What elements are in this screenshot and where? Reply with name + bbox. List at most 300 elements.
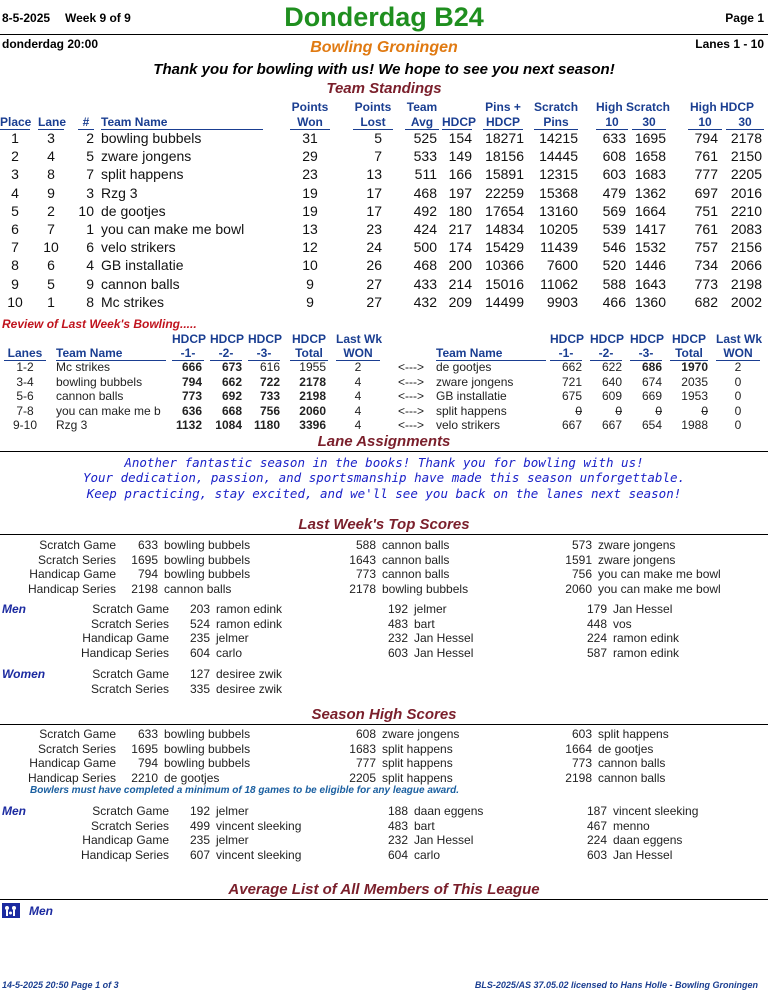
score-name: bowling bubbels [164,567,251,581]
score-name: carlo [216,645,243,660]
col-g1: -1- [550,346,582,361]
score-value: 587 [586,645,607,660]
col-hdcp: HDCP [291,332,326,346]
standing-cell: 466 [602,293,626,310]
score-name: ramon edink [216,602,283,616]
standing-cell: 13160 [539,202,578,219]
col-hdcp: HDCP [248,332,283,346]
score-name: cannon balls [164,581,232,596]
center-name: Bowling Groningen [310,39,458,56]
score-value: 224 [586,833,607,847]
top-men-label: Men [2,602,26,616]
team-name: bowling bubbels [101,130,202,146]
team-name: zware jongens [101,148,192,165]
team-name: bowling bubbels [56,374,143,389]
score-name: daan eggens [414,804,484,818]
score-category: Scratch Game [39,727,116,741]
team-name: split happens [436,403,507,418]
standing-cell: 479 [602,184,626,201]
score-value: 794 [137,756,158,770]
score-cell: 1180 [253,418,280,433]
score-category: Handicap Game [82,631,169,645]
standing-cell: 19 [302,202,318,219]
standing-cell: 761 [694,148,718,165]
score-value: 633 [137,727,158,741]
standing-cell: 10366 [485,257,524,274]
standing-cell: 26 [366,257,382,274]
team-name: Mc strikes [101,293,164,310]
score-name: zware jongens [598,552,676,567]
standing-cell: 1446 [634,257,666,274]
col-points-won: Won [290,115,330,130]
score-value: 1643 [349,552,376,567]
col-last-week: Last Wk [716,332,763,346]
standing-cell: 5 [11,202,19,219]
score-value: 777 [355,756,376,770]
standing-cell: 777 [694,166,718,183]
season-men-label: Men [2,804,26,818]
score-category: Scratch Series [90,616,169,631]
score-name: desiree zwik [216,667,283,681]
score-value: 1664 [565,741,592,756]
col-high-hdcp-30: 30 [726,115,764,130]
score-name: jelmer [414,602,447,616]
season-message-2: Your dedication, passion, and sportsmanship have made this season unforgettable. [82,470,686,485]
col-won: WON [336,346,380,361]
standing-cell: 1 [86,221,94,237]
col-total: Total [670,346,708,361]
score-value: 603 [571,727,592,741]
score-cell: 668 [221,403,242,418]
score-value: 235 [189,833,210,847]
score-name: zware jongens [382,727,460,741]
score-name: ramon edink [216,616,283,631]
standing-cell: 751 [694,202,718,219]
score-cell: 1132 [175,418,202,433]
standing-cell: 12315 [539,166,578,183]
standing-cell: 9 [86,275,94,292]
standing-cell: 23 [366,221,382,237]
score-value: 203 [189,602,210,616]
standing-cell: 24 [366,239,382,256]
score-name: split happens [598,727,669,741]
standing-cell: 794 [694,130,718,146]
col-hdcp: HDCP [210,332,245,346]
standing-cell: 10 [78,202,94,219]
score-value: 633 [137,538,158,552]
standing-cell: 22259 [485,184,524,201]
score-cell: 2035 [681,374,708,389]
standing-cell: 27 [366,275,382,292]
score-cell: 1988 [681,418,708,433]
score-category: Handicap Series [80,645,169,660]
col-team-avg-top: Team [406,100,438,114]
standing-cell: 1 [47,293,55,310]
standing-cell: 7 [11,239,19,256]
score-cell: 721 [561,374,582,389]
score-cell: 756 [259,403,280,418]
standing-cell: 697 [694,184,718,201]
col-won: WON [716,346,760,361]
col-high-scratch-10: 10 [596,115,628,130]
score-cell: 666 [181,360,202,374]
score-category: Handicap Game [29,567,116,581]
score-name: menno [613,818,650,833]
standing-cell: 9 [306,275,314,292]
score-value: 2198 [565,770,592,785]
score-value: 603 [387,645,408,660]
col-g2: -2- [590,346,622,361]
standing-cell: 166 [448,166,472,183]
standing-cell: 2205 [730,166,762,183]
standing-cell: 14445 [539,148,578,165]
score-name: jelmer [216,804,249,818]
standing-cell: 10 [43,239,59,256]
col-g3: -3- [630,346,662,361]
standing-cell: 13 [366,166,382,183]
score-name: you can make me bowl [598,581,721,596]
score-cell: 667 [601,418,622,433]
standing-cell: 209 [448,293,472,310]
standing-cell: 7600 [546,257,578,274]
standing-cell: 197 [448,184,472,201]
score-cell: 794 [181,374,202,389]
col-g2: -2- [210,346,242,361]
score-value: 232 [387,833,408,847]
score-cell: 1084 [215,418,242,433]
score-value: 608 [355,727,376,741]
season-message-3: Keep practicing, stay excited, and we'll see you back on the lanes next season! [86,486,682,501]
score-value: 187 [586,804,607,818]
score-cell: 662 [221,374,242,389]
top-scores-rule [0,534,768,535]
header-rule [0,34,768,35]
score-cell: 0 [615,403,622,418]
standing-cell: 9903 [546,293,578,310]
col-scratch-pins-top: Scratch [534,100,579,114]
standing-cell: 520 [602,257,626,274]
standing-cell: 15016 [485,275,524,292]
score-name: cannon balls [382,538,450,552]
page-number: Page 1 [725,11,764,25]
score-name: vincent sleeking [613,804,699,818]
lane-pair: 1-2 [16,360,34,374]
standing-cell: 9 [306,293,314,310]
score-category: Handicap Game [29,756,116,770]
standing-cell: 588 [602,275,626,292]
score-value: 756 [571,567,592,581]
standing-cell: 1 [11,130,19,146]
score-category: Scratch Game [39,538,116,552]
season-rule [0,724,768,725]
standing-cell: 757 [694,239,718,256]
col-high-hdcp: High HDCP [690,100,754,114]
score-cell: 0 [734,389,742,404]
standing-cell: 2002 [730,293,762,310]
score-cell: 2198 [299,389,326,404]
score-value: 467 [586,818,607,833]
standing-cell: 5 [86,148,94,165]
score-category: Scratch Series [90,818,169,833]
team-name: you can make me b [56,403,161,418]
score-name: de gootjes [598,741,654,756]
score-name: bowling bubbels [382,581,469,596]
versus-arrow: <---> [397,374,424,389]
score-name: cannon balls [382,552,450,567]
standing-cell: 1643 [634,275,666,292]
score-cell: 692 [221,389,242,404]
standing-cell: 15429 [485,239,524,256]
standing-cell: 2066 [730,257,762,274]
standing-cell: 603 [602,166,626,183]
score-value: 232 [387,631,408,645]
score-value: 773 [355,567,376,581]
standing-cell: 2150 [730,148,762,165]
standing-cell: 511 [414,166,437,183]
team-name: GB installatie [101,257,184,274]
score-category: Scratch Series [37,741,116,756]
bowling-icon [2,903,20,918]
standing-cell: 533 [413,148,437,165]
score-cell: 4 [354,418,362,433]
score-value: 1591 [565,552,592,567]
score-cell: 773 [181,389,202,404]
score-name: de gootjes [164,770,220,785]
score-category: Scratch Game [92,804,169,818]
standing-cell: 18156 [485,148,524,165]
day-time: donderdag 20:00 [2,37,99,51]
team-name: Rzg 3 [56,418,88,433]
standing-cell: 546 [602,239,626,256]
standing-cell: 2210 [730,202,762,219]
score-name: Jan Hessel [613,602,673,616]
score-cell: 675 [561,389,582,404]
score-cell: 609 [601,389,622,404]
score-value: 448 [586,616,607,631]
score-cell: 640 [601,374,622,389]
score-cell: 2 [354,360,362,374]
col-hdcp: HDCP [442,115,477,129]
versus-arrow: <---> [397,360,424,374]
standing-cell: 3 [11,166,19,183]
standing-cell: 174 [448,239,472,256]
score-value: 483 [387,818,408,833]
versus-arrow: <---> [397,389,424,404]
score-name: daan eggens [613,833,683,847]
score-value: 192 [387,602,408,616]
score-name: jelmer [216,631,249,645]
score-cell: 4 [354,374,362,389]
score-cell: 1955 [299,360,326,374]
standing-cell: 1360 [634,293,666,310]
standing-cell: 2 [86,130,94,146]
standing-cell: 9 [47,184,55,201]
score-name: you can make me bowl [598,567,721,581]
score-name: vincent sleeking [216,847,302,862]
col-points-won-top: Points [291,100,329,114]
standing-cell: 2016 [730,184,762,201]
score-name: cannon balls [598,770,666,785]
standing-cell: 5 [47,275,55,292]
standing-cell: 12 [302,239,318,256]
lane-pair: 9-10 [12,418,38,433]
col-team-name: Team Name [56,346,166,361]
score-cell: 0 [734,403,742,418]
lane-pair: 3-4 [16,374,34,389]
standing-cell: 10 [7,293,23,310]
standing-cell: 2083 [730,221,762,237]
standing-cell: 8 [47,166,55,183]
score-cell: 622 [601,360,622,374]
score-cell: 0 [575,403,582,418]
standing-cell: 761 [694,221,718,237]
score-category: Handicap Series [27,770,116,785]
col-lanes: Lanes [4,346,46,361]
standing-cell: 14834 [485,221,524,237]
score-cell: 674 [641,374,662,389]
score-category: Scratch Game [92,602,169,616]
season-high-title: Season High Scores [311,706,457,723]
score-name: Jan Hessel [414,645,474,660]
team-name: Mc strikes [56,360,110,374]
score-value: 499 [189,818,210,833]
score-value: 192 [189,804,210,818]
standing-cell: 17654 [485,202,524,219]
team-name: Rzg 3 [101,184,138,201]
standing-cell: 14215 [539,130,578,146]
score-cell: 1970 [681,360,708,374]
col-number: # [78,115,94,130]
standing-cell: 18271 [485,130,524,146]
report-date: 8-5-2025 [2,11,51,25]
standing-cell: 4 [86,257,94,274]
score-value: 604 [189,645,210,660]
score-value: 607 [189,847,210,862]
team-name: cannon balls [101,275,180,292]
col-high-hdcp-10: 10 [688,115,722,130]
standing-cell: 682 [694,293,718,310]
score-name: cannon balls [598,756,666,770]
top-scores-title: Last Week's Top Scores [298,516,470,533]
score-cell: 1953 [681,389,708,404]
standing-cell: 15891 [485,166,524,183]
col-team-avg: Avg [405,115,439,130]
score-cell: 2178 [299,374,326,389]
average-men-label: Men [29,904,53,918]
standing-cell: 17 [366,184,382,201]
col-points-lost: Lost [353,115,393,130]
score-value: 604 [387,847,408,862]
standing-cell: 10205 [539,221,578,237]
standing-cell: 5 [374,130,382,146]
score-cell: 0 [701,403,708,418]
col-pins-hdcp: HDCP [483,115,523,130]
lanes-rule [0,451,768,452]
score-cell: 616 [259,360,280,374]
standing-cell: 468 [413,257,437,274]
versus-arrow: <---> [397,418,424,433]
score-value: 603 [586,847,607,862]
score-value: 235 [189,631,210,645]
score-cell: 669 [641,389,662,404]
score-cell: 733 [259,389,280,404]
score-value: 524 [189,616,210,631]
standing-cell: 773 [694,275,718,292]
score-cell: 2 [734,360,742,374]
score-name: Jan Hessel [414,631,474,645]
standing-cell: 13 [302,221,318,237]
team-name: de gootjes [436,360,492,374]
standing-cell: 14499 [485,293,524,310]
team-name: cannon balls [56,389,124,404]
standing-cell: 2198 [730,275,762,292]
thanks-message: Thank you for bowling with us! We hope to see you next season! [153,61,615,78]
score-name: cannon balls [382,567,450,581]
score-cell: 662 [561,360,582,374]
standing-cell: 217 [448,221,472,237]
team-name: velo strikers [101,239,176,256]
col-last-week: Last Wk [336,332,383,346]
team-name: de gootjes [101,202,166,219]
standing-cell: 6 [86,239,94,256]
col-scratch-pins: Pins [534,115,578,130]
score-cell: 0 [734,374,742,389]
score-name: split happens [382,756,453,770]
standing-cell: 6 [11,221,19,237]
col-g3: -3- [248,346,280,361]
versus-arrow: <---> [397,403,424,418]
score-name: ramon edink [613,645,680,660]
col-g1: -1- [172,346,204,361]
score-name: vincent sleeking [216,818,302,833]
score-name: zware jongens [598,538,676,552]
col-lane: Lane [38,115,67,129]
average-rule [0,899,768,900]
standing-cell: 633 [602,130,626,146]
standing-cell: 6 [47,257,55,274]
score-value: 179 [586,602,607,616]
score-name: split happens [382,741,453,756]
score-name: bowling bubbels [164,756,251,770]
standing-cell: 7 [86,166,94,183]
standing-cell: 1664 [634,202,666,219]
standing-cell: 8 [86,293,94,310]
score-value: 1695 [131,552,158,567]
score-name: desiree zwik [216,681,283,696]
score-cell: 667 [561,418,582,433]
score-name: Jan Hessel [613,847,673,862]
score-value: 773 [571,756,592,770]
standing-cell: 8 [11,257,19,274]
col-hdcp: HDCP [671,332,706,346]
score-value: 573 [571,538,592,552]
season-message-1: Another fantastic season in the books! Thank you for bowling with us! [124,455,644,470]
standing-cell: 149 [448,148,472,165]
standing-cell: 31 [302,130,318,146]
lane-assignments-title: Lane Assignments [317,433,451,450]
average-title: Average List of All Members of This League [228,881,540,898]
standing-cell: 29 [302,148,318,165]
score-value: 2198 [131,581,158,596]
score-value: 224 [586,631,607,645]
col-team-name: Team Name [101,115,263,130]
standings-title: Team Standings [326,80,442,97]
standing-cell: 2156 [730,239,762,256]
col-hdcp: HDCP [550,332,585,346]
score-name: split happens [382,770,453,785]
score-name: jelmer [216,833,249,847]
standing-cell: 433 [413,275,437,292]
